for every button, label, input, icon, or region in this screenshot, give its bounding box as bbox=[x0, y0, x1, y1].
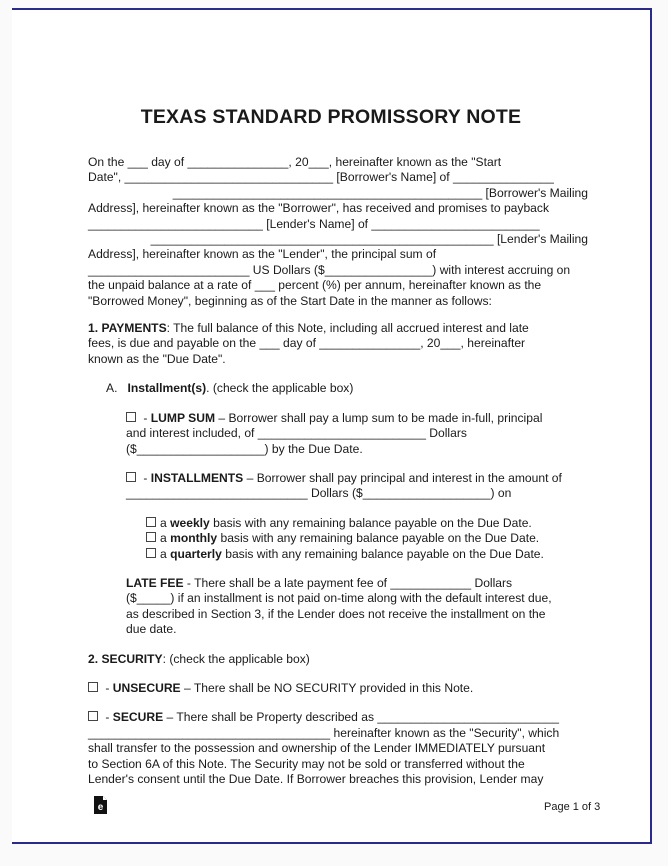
basis-options bbox=[88, 516, 588, 562]
intro-line: ________________________ US Dollars ($________________) with interest accruing on bbox=[88, 262, 571, 277]
late-fee-line: due date. bbox=[126, 622, 177, 637]
payments-heading: 1. PAYMENTS bbox=[88, 321, 167, 336]
page-number: Page 1 of 3 bbox=[544, 801, 601, 813]
intro-line: Date", _______________________________ [Borrower's Name] of _______________ bbox=[88, 170, 554, 185]
weekly-label: weekly bbox=[170, 515, 210, 530]
document-title: TEXAS STANDARD PROMISSORY NOTE bbox=[140, 106, 522, 128]
late-fee-text: - There shall be a late payment fee of ____________ Dollars bbox=[183, 575, 513, 590]
intro-line: Address], hereinafter known as the "Lender", the principal sum of bbox=[88, 247, 437, 262]
quarterly-checkbox[interactable] bbox=[146, 548, 156, 558]
lump-sum-line: ($___________________) by the Due Date. bbox=[126, 441, 363, 456]
secure-line: shall transfer to the possession and ownership of the Lender IMMEDIATELY pursuant bbox=[88, 741, 546, 756]
security-note: : (check the applicable box) bbox=[162, 651, 310, 666]
intro-line: ___________________________________________________ [Lender's Mailing bbox=[150, 232, 588, 247]
intro-line: ______________________________________________ [Borrower's Mailing bbox=[172, 185, 588, 200]
monthly-checkbox[interactable] bbox=[146, 532, 156, 542]
secure-line: ____________________________________ hereinafter known as the "Security", which bbox=[88, 725, 560, 740]
unsecure-option bbox=[88, 681, 588, 696]
payments-line: fees, is due and payable on the ___ day of _______________, 20___, hereinafter bbox=[88, 336, 526, 351]
quarterly-label: quarterly bbox=[170, 546, 222, 561]
unsecure-checkbox[interactable] bbox=[88, 682, 98, 692]
unsecure-dash: - bbox=[102, 680, 113, 695]
payments-text: : The full balance of this Note, including all accrued interest and late bbox=[166, 321, 529, 336]
secure-dash: - bbox=[102, 710, 113, 725]
monthly-option bbox=[146, 531, 588, 546]
payments-section bbox=[88, 321, 588, 367]
installments-dash: - bbox=[140, 470, 151, 485]
quarterly-text: basis with any remaining balance payable on the Due Date. bbox=[221, 546, 544, 561]
installments-heading: Installment(s) bbox=[127, 381, 207, 396]
security-heading: 2. SECURITY bbox=[88, 651, 163, 666]
installments-option-line: ___________________________ Dollars ($___________________) on bbox=[126, 486, 512, 501]
monthly-text: basis with any remaining balance payable on the Due Date. bbox=[217, 531, 540, 546]
unsecure-text: – There shall be NO SECURITY provided in this Note. bbox=[180, 680, 474, 695]
document-page bbox=[12, 8, 652, 844]
secure-option bbox=[88, 710, 588, 787]
lump-sum-heading: LUMP SUM bbox=[150, 410, 216, 425]
document-body bbox=[88, 155, 588, 787]
installments-option-text: – Borrower shall pay principal and interest in the amount of bbox=[243, 470, 562, 485]
installments-checkbox[interactable] bbox=[126, 472, 136, 482]
monthly-label: monthly bbox=[170, 531, 218, 546]
lump-sum-text: – Borrower shall pay a lump sum to be made in-full, principal bbox=[215, 410, 543, 425]
monthly-prefix: a bbox=[160, 531, 171, 546]
lump-sum-checkbox[interactable] bbox=[126, 412, 136, 422]
installments-prefix: A. bbox=[106, 381, 118, 396]
late-fee-heading: LATE FEE bbox=[126, 575, 184, 590]
installments-option-heading: INSTALLMENTS bbox=[150, 470, 244, 485]
intro-paragraph bbox=[88, 155, 588, 309]
payments-line: known as the "Due Date". bbox=[88, 351, 226, 366]
secure-checkbox[interactable] bbox=[88, 711, 98, 721]
intro-line: __________________________ [Lender's Name] of _________________________ bbox=[88, 216, 540, 231]
installments-note: . (check the applicable box) bbox=[206, 381, 354, 396]
logo-glyph: e bbox=[97, 802, 104, 813]
secure-heading: SECURE bbox=[112, 710, 164, 725]
late-fee-line: as described in Section 3, if the Lender does not receive the installment on the bbox=[126, 606, 546, 621]
security-heading-row bbox=[88, 652, 588, 667]
quarterly-prefix: a bbox=[160, 546, 171, 561]
intro-line: "Borrowed Money", beginning as of the Start Date in the manner as follows: bbox=[88, 293, 492, 308]
late-fee-line: ($_____) if an installment is not paid on-time along with the default interest due, bbox=[126, 591, 552, 606]
weekly-prefix: a bbox=[160, 515, 171, 530]
installments-heading-row bbox=[88, 381, 588, 396]
weekly-option bbox=[146, 516, 588, 531]
unsecure-heading: UNSECURE bbox=[112, 680, 181, 695]
eforms-logo-icon bbox=[94, 796, 107, 814]
secure-text: – There shall be Property described as ___________________________ bbox=[163, 710, 559, 725]
lump-sum-dash: - bbox=[140, 410, 151, 425]
secure-line: Lender's consent until the Due Date. If Borrower breaches this provision, Lender may bbox=[88, 772, 544, 786]
lump-sum-line: and interest included, of _________________________ Dollars bbox=[126, 426, 467, 441]
late-fee-paragraph bbox=[88, 576, 588, 638]
intro-line: the unpaid balance at a rate of ___ percent (%) per annum, hereinafter known as the bbox=[88, 278, 542, 293]
quarterly-option bbox=[146, 547, 588, 562]
weekly-checkbox[interactable] bbox=[146, 517, 156, 527]
intro-line: Address], hereinafter known as the "Borrower", has received and promises to payback bbox=[88, 201, 549, 216]
weekly-text: basis with any remaining balance payable on the Due Date. bbox=[209, 515, 532, 530]
installments-option bbox=[88, 471, 588, 502]
secure-line: to Section 6A of this Note. The Security may not be sold or transferred without the bbox=[88, 756, 525, 771]
intro-line: On the ___ day of _______________, 20___, hereinafter known as the "Start bbox=[88, 155, 502, 169]
lump-sum-option bbox=[88, 411, 588, 457]
